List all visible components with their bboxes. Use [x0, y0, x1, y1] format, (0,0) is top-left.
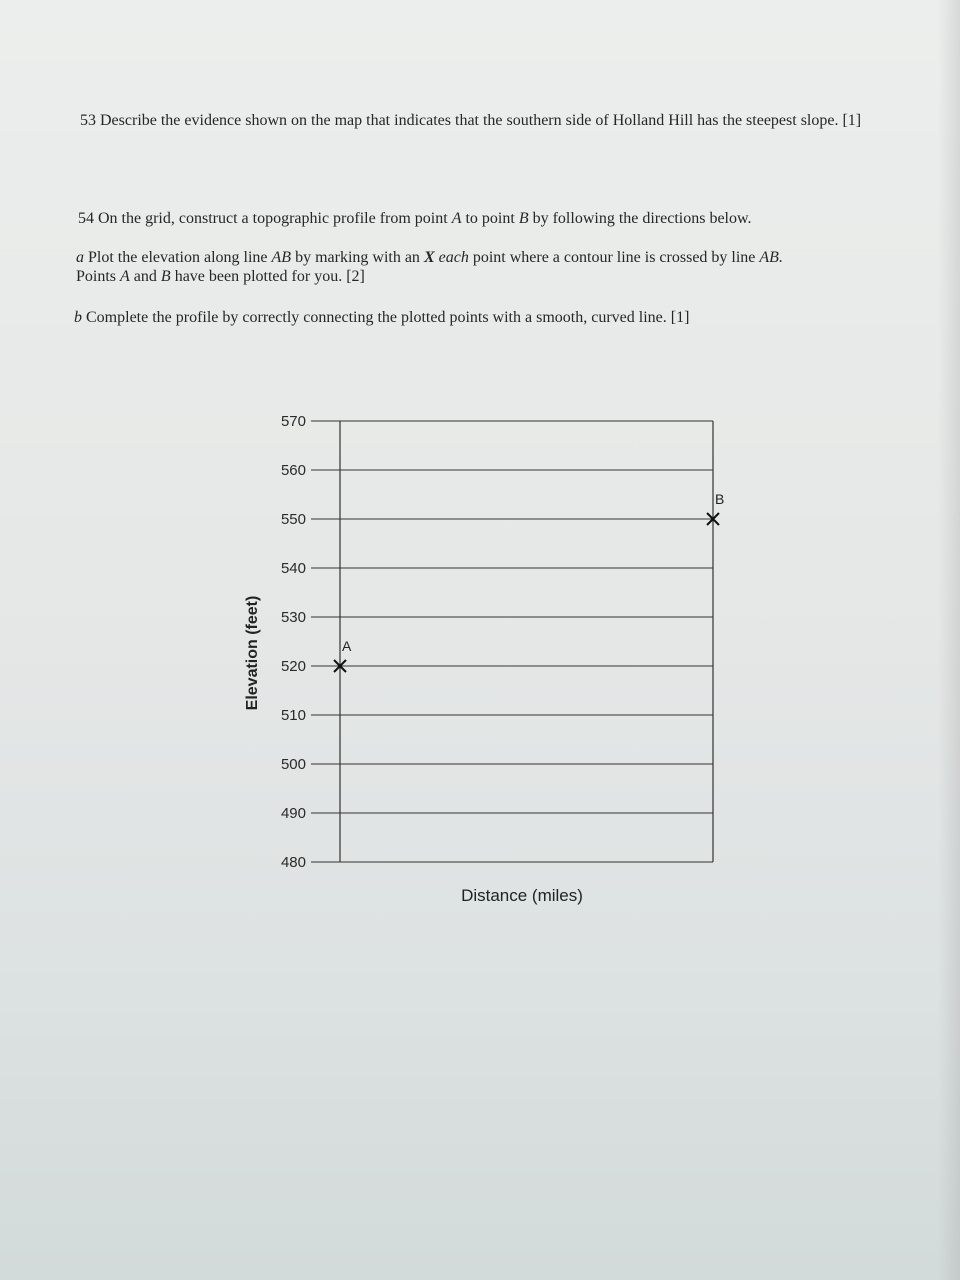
- part-letter: a: [76, 249, 84, 266]
- question-marks: [1]: [842, 112, 862, 129]
- point-b-ref: B: [160, 268, 171, 285]
- x-axis-label: Distance (miles): [461, 886, 583, 905]
- plotted-point-b: [707, 491, 724, 525]
- grid-layer: [311, 421, 713, 862]
- question-text: On the grid, construct a topographic profile from point: [98, 210, 448, 227]
- question-text: by marking with an: [295, 249, 420, 266]
- point-label: A: [342, 638, 352, 654]
- y-tick-label: 540: [280, 560, 306, 577]
- part-letter: b: [74, 309, 82, 326]
- question-text: Describe the evidence shown on the map that indicates that the southern side of Holland Hill has the steepest slope.: [100, 112, 839, 129]
- point-label: B: [715, 491, 725, 507]
- plotted-points: [334, 491, 724, 672]
- y-tick-label: 510: [280, 707, 306, 724]
- plotted-point-a: [334, 638, 352, 672]
- question-marks: [2]: [346, 268, 365, 285]
- question-text: Plot the elevation along line: [88, 249, 268, 266]
- line-ref: AB: [271, 249, 292, 266]
- question-text: have been plotted for you.: [174, 268, 343, 285]
- emphasis-each: each: [438, 249, 469, 266]
- y-tick-label: 500: [280, 756, 306, 773]
- y-tick-label: 560: [280, 462, 306, 479]
- question-number: 53: [80, 112, 96, 129]
- point-a-ref: A: [120, 268, 130, 285]
- y-tick-label: 570: [280, 413, 306, 430]
- question-text: Points: [76, 268, 117, 285]
- question-marks: [1]: [670, 309, 690, 326]
- y-tick-label: 480: [280, 854, 306, 871]
- y-tick-label: 550: [280, 511, 306, 528]
- tick-labels: [281, 413, 306, 871]
- question-text: and: [133, 268, 157, 285]
- question-text: by following the directions below.: [532, 210, 752, 227]
- y-tick-label: 530: [280, 609, 306, 626]
- line-ref: AB.: [759, 249, 783, 266]
- point-a-ref: A: [451, 210, 462, 227]
- question-text: point where a contour line is crossed by line: [472, 249, 756, 266]
- y-axis-label: Elevation (feet): [244, 595, 261, 711]
- point-b-ref: B: [518, 210, 529, 227]
- question-text: to point: [465, 210, 515, 227]
- y-tick-label: 520: [280, 658, 306, 675]
- x-mark-ref: X: [423, 249, 435, 266]
- y-tick-label: 490: [280, 805, 306, 822]
- question-text: Complete the profile by correctly connecting the plotted points with a smooth, curved line.: [86, 309, 667, 326]
- question-number: 54: [78, 210, 94, 227]
